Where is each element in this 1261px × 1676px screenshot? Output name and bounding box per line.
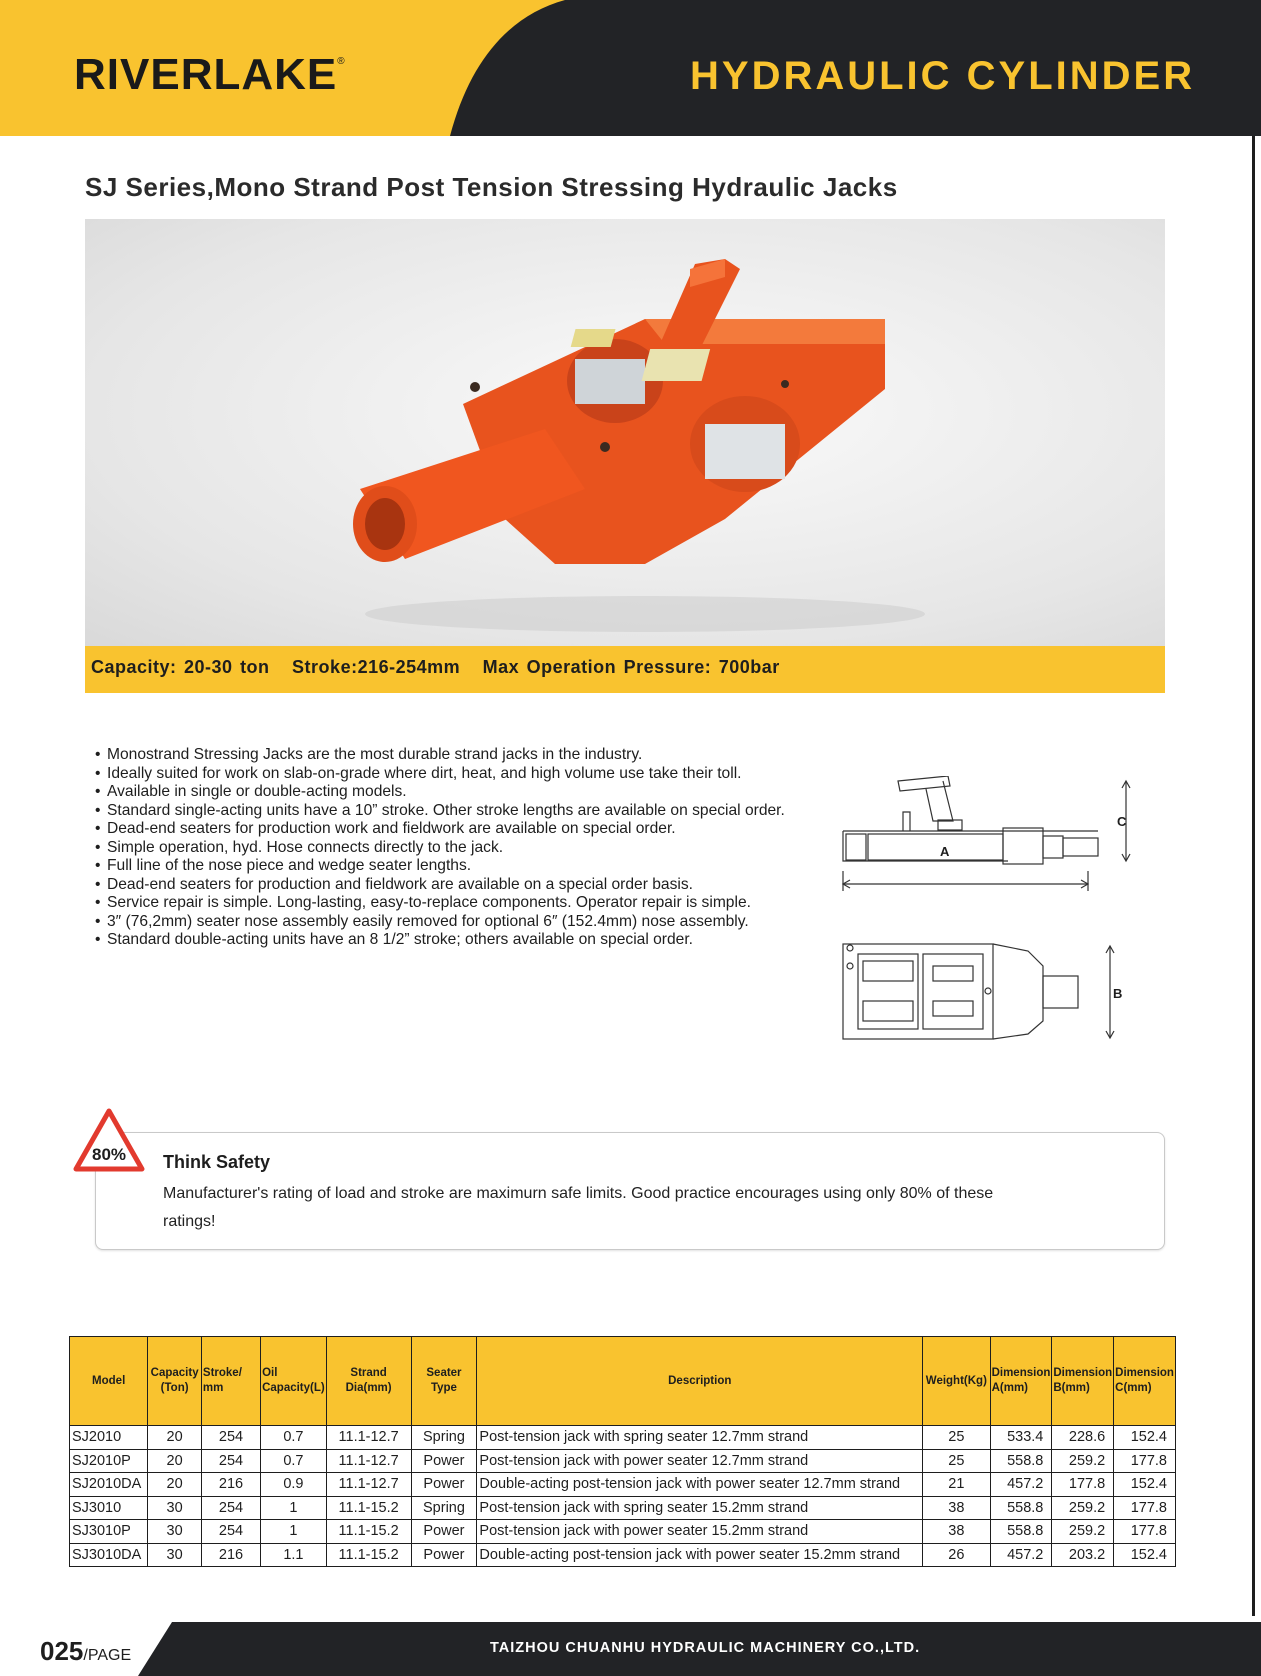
list-item: • Full line of the nose piece and wedge seater lengths.	[93, 857, 808, 876]
cell-capacity: 30	[148, 1520, 202, 1544]
cell-dim-a: 457.2	[990, 1473, 1052, 1497]
company-name: TAIZHOU CHUANHU HYDRAULIC MACHINERY CO.,LTD.	[490, 1640, 921, 1656]
spec-summary: Capacity: 20-30 ton Stroke:216-254mm Max Operation Pressure: 700bar	[91, 657, 780, 677]
cell-weight: 25	[923, 1449, 990, 1473]
list-item: • Monostrand Stressing Jacks are the most durable strand jacks in the industry.	[93, 746, 808, 765]
cell-strand-dia: 11.1-12.7	[326, 1473, 411, 1497]
table-row	[70, 1496, 1176, 1520]
cell-weight: 38	[923, 1520, 990, 1544]
cell-dim-c: 177.8	[1114, 1496, 1176, 1520]
cell-description: Post-tension jack with power seater 15.2mm strand	[477, 1520, 923, 1544]
jack-illustration	[85, 219, 1165, 646]
dimension-c-label: C	[1117, 814, 1127, 829]
page-number: 025/PAGE	[40, 1636, 132, 1666]
cell-weight: 38	[923, 1496, 990, 1520]
cell-weight: 25	[923, 1426, 990, 1450]
list-item: • Dead-end seaters for production and fieldwork are available on a special order basis.	[93, 876, 808, 895]
cell-dim-c: 152.4	[1114, 1473, 1176, 1497]
product-photo	[85, 219, 1165, 646]
column-header: Dimension A(mm)	[990, 1337, 1052, 1426]
list-item: • Standard double-acting units have an 8 1/2” stroke; others available on special order.	[93, 931, 808, 950]
cell-oil-capacity: 0.7	[261, 1426, 327, 1450]
cell-dim-c: 152.4	[1114, 1543, 1176, 1567]
cell-seater-type: Power	[411, 1473, 477, 1497]
cell-dim-b: 259.2	[1052, 1520, 1114, 1544]
catalog-section-title: HYDRAULIC CYLINDER	[690, 54, 1196, 98]
cell-capacity: 30	[148, 1496, 202, 1520]
table-header-row	[70, 1337, 1176, 1426]
dimension-diagram	[838, 776, 1138, 1046]
table-row	[70, 1426, 1176, 1450]
cell-dim-b: 203.2	[1052, 1543, 1114, 1567]
list-item: • Standard single-acting units have a 10” stroke. Other stroke lengths are available on special order.	[93, 802, 808, 821]
table-row	[70, 1543, 1176, 1567]
column-header: Model	[70, 1337, 148, 1426]
table-row	[70, 1520, 1176, 1544]
cell-strand-dia: 11.1-15.2	[326, 1543, 411, 1567]
cell-model: SJ2010DA	[70, 1473, 148, 1497]
cell-capacity: 20	[148, 1426, 202, 1450]
product-title: SJ Series,Mono Strand Post Tension Stressing Hydraulic Jacks	[85, 172, 898, 202]
cell-strand-dia: 11.1-12.7	[326, 1449, 411, 1473]
cell-stroke: 254	[201, 1496, 260, 1520]
cell-oil-capacity: 0.9	[261, 1473, 327, 1497]
cell-description: Post-tension jack with power seater 12.7mm strand	[477, 1449, 923, 1473]
cell-dim-b: 228.6	[1052, 1426, 1114, 1450]
cell-dim-a: 558.8	[990, 1520, 1052, 1544]
table-row	[70, 1473, 1176, 1497]
cell-seater-type: Power	[411, 1449, 477, 1473]
column-header: Weight(Kg)	[923, 1337, 990, 1426]
spec-table	[69, 1336, 1176, 1567]
column-header: Description	[477, 1337, 923, 1426]
column-header: Strand Dia(mm)	[326, 1337, 411, 1426]
cell-dim-c: 177.8	[1114, 1520, 1176, 1544]
cell-oil-capacity: 1.1	[261, 1543, 327, 1567]
cell-stroke: 216	[201, 1473, 260, 1497]
list-item: • Ideally suited for work on slab-on-grade where dirt, heat, and high volume use take their toll.	[93, 765, 808, 784]
column-header: Dimension C(mm)	[1114, 1337, 1176, 1426]
cell-seater-type: Spring	[411, 1496, 477, 1520]
column-header: Oil Capacity(L)	[261, 1337, 327, 1426]
cell-capacity: 30	[148, 1543, 202, 1567]
cell-dim-b: 259.2	[1052, 1449, 1114, 1473]
brand-logo: RIVERLAKE®	[74, 50, 346, 99]
list-item: • Available in single or double-acting models.	[93, 783, 808, 802]
cell-model: SJ3010	[70, 1496, 148, 1520]
safety-title: Think Safety	[163, 1152, 271, 1172]
list-item: • Simple operation, hyd. Hose connects directly to the jack.	[93, 839, 808, 858]
cell-model: SJ2010P	[70, 1449, 148, 1473]
cell-description: Double-acting post-tension jack with power seater 12.7mm strand	[477, 1473, 923, 1497]
cell-oil-capacity: 1	[261, 1496, 327, 1520]
cell-oil-capacity: 0.7	[261, 1449, 327, 1473]
cell-seater-type: Power	[411, 1543, 477, 1567]
cell-model: SJ2010	[70, 1426, 148, 1450]
cell-model: SJ3010P	[70, 1520, 148, 1544]
cell-description: Post-tension jack with spring seater 12.7mm strand	[477, 1426, 923, 1450]
cell-strand-dia: 11.1-12.7	[326, 1426, 411, 1450]
list-item: • Dead-end seaters for production work and fieldwork are available on special order.	[93, 820, 808, 839]
feature-list	[93, 746, 808, 950]
table-row	[70, 1449, 1176, 1473]
cell-dim-a: 457.2	[990, 1543, 1052, 1567]
cell-strand-dia: 11.1-15.2	[326, 1496, 411, 1520]
cell-capacity: 20	[148, 1473, 202, 1497]
cell-dim-c: 177.8	[1114, 1449, 1176, 1473]
cell-seater-type: Power	[411, 1520, 477, 1544]
column-header: Stroke/ mm	[201, 1337, 260, 1426]
safety-badge-text: 80%	[91, 1145, 127, 1164]
dimension-a-label: A	[940, 844, 950, 859]
cell-stroke: 216	[201, 1543, 260, 1567]
cell-dim-a: 558.8	[990, 1449, 1052, 1473]
cell-stroke: 254	[201, 1449, 260, 1473]
cell-stroke: 254	[201, 1520, 260, 1544]
cell-dim-a: 533.4	[990, 1426, 1052, 1450]
list-item: • 3″ (76,2mm) seater nose assembly easily removed for optional 6″ (152.4mm) nose assembly.	[93, 913, 808, 932]
cell-dim-a: 558.8	[990, 1496, 1052, 1520]
cell-dim-c: 152.4	[1114, 1426, 1176, 1450]
cell-dim-b: 177.8	[1052, 1473, 1114, 1497]
page-edge-rule	[1252, 136, 1255, 1616]
cell-weight: 26	[923, 1543, 990, 1567]
dimension-b-label: B	[1113, 986, 1123, 1001]
cell-capacity: 20	[148, 1449, 202, 1473]
cell-oil-capacity: 1	[261, 1520, 327, 1544]
safety-text: Manufacturer's rating of load and stroke are maximurn safe limits. Good practice encourages using only 80% of these ratings!	[163, 1185, 994, 1230]
cell-stroke: 254	[201, 1426, 260, 1450]
cell-model: SJ3010DA	[70, 1543, 148, 1567]
cell-seater-type: Spring	[411, 1426, 477, 1450]
list-item: • Service repair is simple. Long-lasting, easy-to-replace components. Operator repair is simple.	[93, 894, 808, 913]
column-header: Capacity (Ton)	[148, 1337, 202, 1426]
column-header: Seater Type	[411, 1337, 477, 1426]
warning-triangle-icon	[73, 1107, 145, 1173]
cell-strand-dia: 11.1-15.2	[326, 1520, 411, 1544]
cell-description: Post-tension jack with spring seater 15.2mm strand	[477, 1496, 923, 1520]
cell-dim-b: 259.2	[1052, 1496, 1114, 1520]
column-header: Dimension B(mm)	[1052, 1337, 1114, 1426]
cell-description: Double-acting post-tension jack with power seater 15.2mm strand	[477, 1543, 923, 1567]
cell-weight: 21	[923, 1473, 990, 1497]
